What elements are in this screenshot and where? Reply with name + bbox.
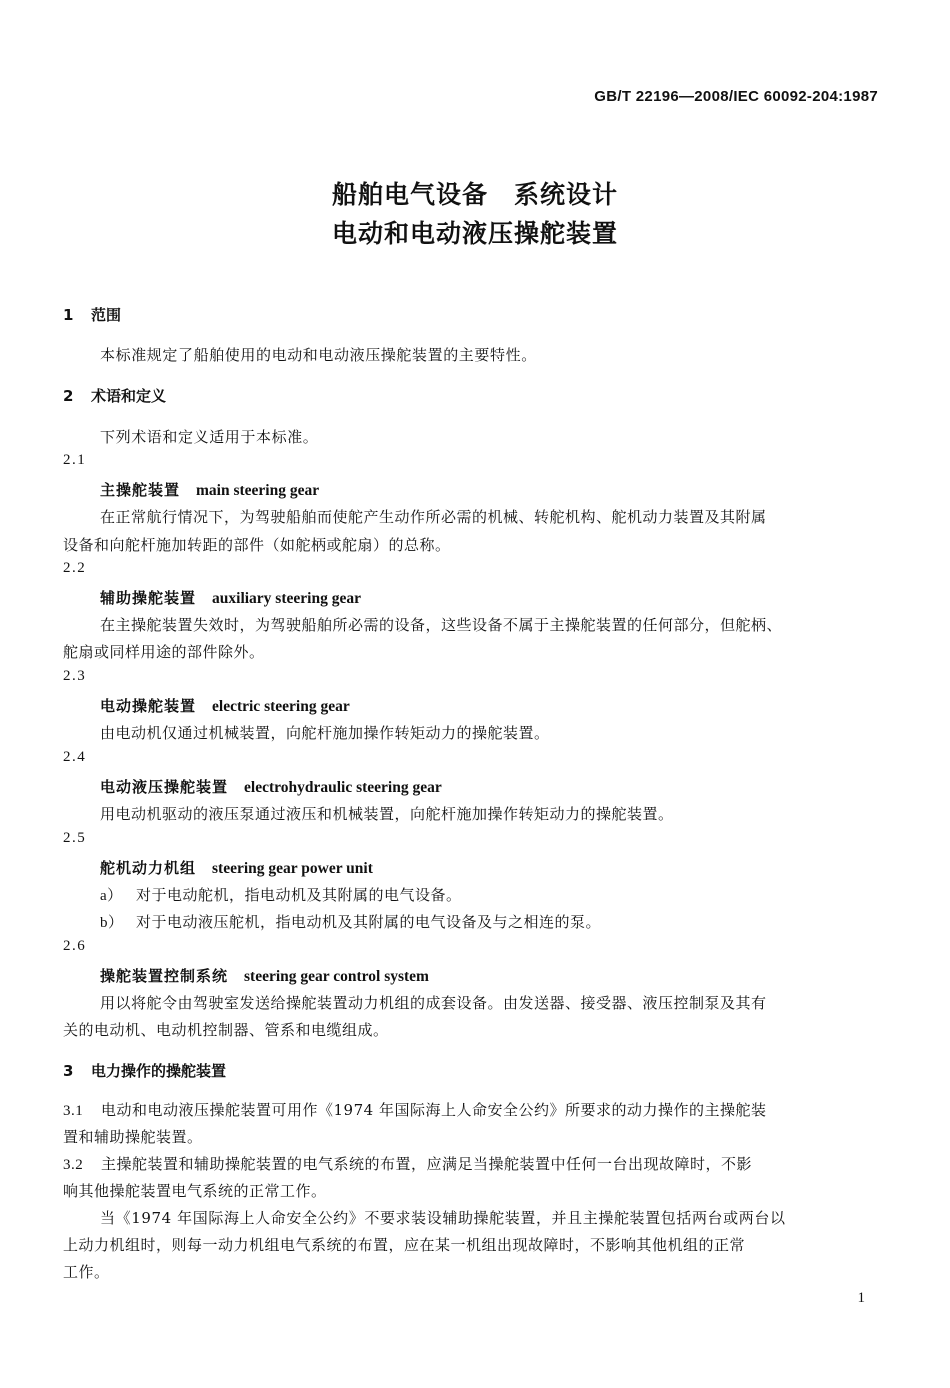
standard-code: GB/T 22196—2008/IEC 60092-204:1987 bbox=[594, 88, 878, 105]
list-item-label: b） bbox=[100, 915, 124, 931]
list-item-text: 对于电动液压舵机，指电动机及其附属的电气设备及与之相连的泵。 bbox=[136, 913, 602, 931]
term-chinese: 主操舵装置 bbox=[100, 481, 181, 499]
term-number: 2.2 bbox=[63, 560, 87, 576]
section-title: 范围 bbox=[91, 306, 122, 324]
term-heading bbox=[100, 776, 442, 797]
term-english: electric steering gear bbox=[212, 698, 350, 715]
term-definition-line1: 由电动机仅通过机械装置，向舵杆施加操作转矩动力的操舵装置。 bbox=[100, 724, 550, 742]
list-item-text: 对于电动舵机，指电动机及其附属的电气设备。 bbox=[136, 886, 462, 904]
section-number: 1 bbox=[63, 306, 74, 324]
term-definition-line1: 用以将舵令由驾驶室发送给操舵装置动力机组的成套设备。由发送器、接受器、液压控制泵及其有 bbox=[100, 994, 767, 1012]
term-english: electrohydraulic steering gear bbox=[244, 779, 442, 796]
clause-3-2-line1 bbox=[63, 1153, 752, 1174]
document-title-line2: 电动和电动液压操舵装置 bbox=[331, 219, 618, 248]
clause-3-1-line2: 置和辅助操舵装置。 bbox=[63, 1128, 203, 1146]
term-definition-line1: 在主操舵装置失效时，为驾驶船舶所必需的设备，这些设备不属于主操舵装置的任何部分，但舵柄、 bbox=[100, 616, 783, 634]
term-definition-line2: 舵扇或同样用途的部件除外。 bbox=[63, 643, 265, 661]
term-definition-line1: 用电动机驱动的液压泵通过液压和机械装置，向舵杆施加操作转矩动力的操舵装置。 bbox=[100, 805, 674, 823]
term-heading bbox=[100, 479, 319, 500]
section-title: 术语和定义 bbox=[91, 387, 167, 405]
term-chinese: 舵机动力机组 bbox=[100, 859, 197, 877]
section-1-heading bbox=[63, 304, 121, 325]
section-1-text: 本标准规定了船舶使用的电动和电动液压操舵装置的主要特性。 bbox=[100, 346, 537, 364]
term-english: steering gear power unit bbox=[212, 860, 373, 877]
term-chinese: 辅助操舵装置 bbox=[100, 589, 197, 607]
list-item bbox=[100, 884, 462, 905]
term-heading bbox=[100, 965, 429, 986]
clause-number: 3.2 bbox=[63, 1157, 84, 1173]
term-definition-line2: 设备和向舵杆施加转距的部件（如舵柄或舵扇）的总称。 bbox=[63, 536, 451, 554]
term-number: 2.6 bbox=[63, 938, 87, 954]
term-heading bbox=[100, 695, 350, 716]
section-title: 电力操作的操舵装置 bbox=[91, 1062, 227, 1080]
term-number: 2.1 bbox=[63, 452, 87, 468]
term-chinese: 电动操舵装置 bbox=[100, 697, 197, 715]
clause-3-2-line2: 响其他操舵装置电气系统的正常工作。 bbox=[63, 1182, 327, 1200]
term-english: steering gear control system bbox=[244, 968, 429, 985]
term-chinese: 电动液压操舵装置 bbox=[100, 778, 229, 796]
section-2-heading bbox=[63, 385, 166, 406]
term-number: 2.3 bbox=[63, 668, 87, 684]
term-heading bbox=[100, 587, 361, 608]
clause-number: 3.1 bbox=[63, 1103, 84, 1119]
clause-3-1-line1 bbox=[63, 1099, 766, 1120]
clause-3-2-para-line2: 上动力机组时，则每一动力机组电气系统的布置，应在某一机组出现故障时，不影响其他机组的正常 bbox=[63, 1236, 746, 1254]
term-chinese: 操舵装置控制系统 bbox=[100, 967, 229, 985]
term-definition-line2: 关的电动机、电动机控制器、管系和电缆组成。 bbox=[63, 1021, 389, 1039]
document-title-line1: 船舶电气设备 系统设计 bbox=[331, 180, 618, 209]
term-english: auxiliary steering gear bbox=[212, 590, 361, 607]
clause-text: 主操舵装置和辅助操舵装置的电气系统的布置，应满足当操舵装置中任何一台出现故障时，不影 bbox=[101, 1155, 753, 1173]
clause-3-2-para-line1: 当《1974 年国际海上人命安全公约》不要求装设辅助操舵装置，并且主操舵装置包括两台或两台以 bbox=[100, 1209, 786, 1227]
clause-text: 电动和电动液压操舵装置可用作《1974 年国际海上人命安全公约》所要求的动力操作的主操舵装 bbox=[101, 1101, 767, 1119]
list-item bbox=[100, 911, 601, 932]
term-definition-line1: 在正常航行情况下，为驾驶船舶而使舵产生动作所必需的机械、转舵机构、舵机动力装置及其附属 bbox=[100, 508, 767, 526]
page-number: 1 bbox=[857, 1290, 865, 1306]
clause-3-2-para-line3: 工作。 bbox=[63, 1263, 110, 1281]
term-heading bbox=[100, 857, 373, 878]
list-item-label: a） bbox=[100, 888, 123, 904]
term-english: main steering gear bbox=[196, 482, 320, 499]
section-2-intro: 下列术语和定义适用于本标准。 bbox=[100, 428, 319, 446]
term-number: 2.4 bbox=[63, 749, 87, 765]
term-number: 2.5 bbox=[63, 830, 87, 846]
section-number: 2 bbox=[63, 387, 74, 405]
section-number: 3 bbox=[63, 1062, 74, 1080]
section-3-heading bbox=[63, 1060, 226, 1081]
